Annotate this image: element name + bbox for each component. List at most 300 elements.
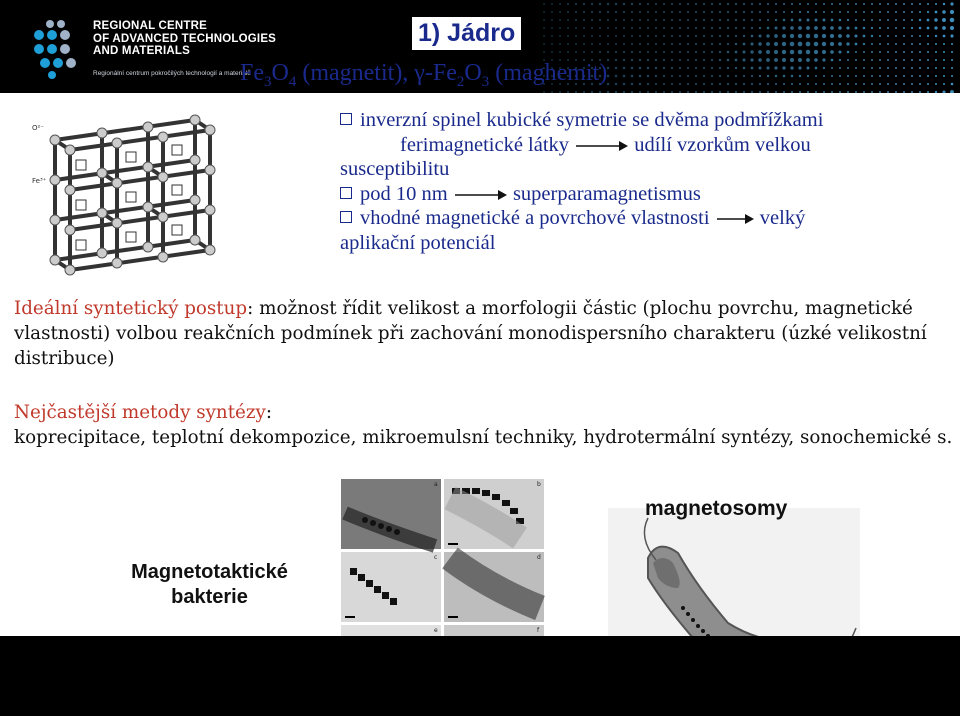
header-dot <box>911 35 913 37</box>
header-dot <box>751 35 754 38</box>
header-dot <box>695 75 697 77</box>
header-dot <box>935 67 937 69</box>
header-dot <box>879 43 881 45</box>
header-dot <box>735 19 737 21</box>
header-dot <box>942 26 946 30</box>
header-dot <box>599 51 601 53</box>
header-dot <box>559 11 561 13</box>
arrow-right-icon <box>715 213 755 225</box>
header-dot <box>615 43 617 45</box>
panel-label-e: e <box>434 627 438 634</box>
header-dot <box>839 83 841 85</box>
header-dot <box>551 51 553 53</box>
header-dot <box>599 11 601 13</box>
header-dot <box>887 19 889 21</box>
header-dot <box>814 26 818 30</box>
header-dot <box>735 35 737 37</box>
header-dot <box>758 58 761 61</box>
header-dot <box>807 83 809 85</box>
header-dot <box>879 83 881 85</box>
header-dot <box>591 91 593 93</box>
spinel-crystal-diagram <box>30 110 230 280</box>
header-dot <box>887 75 889 77</box>
slide-title: 1) Jádro <box>412 17 521 50</box>
header-dot <box>935 43 937 45</box>
header-dot <box>863 59 865 61</box>
header-dot <box>847 83 849 85</box>
header-dot <box>735 91 737 93</box>
header-dot <box>847 19 849 21</box>
logo-icon <box>30 18 88 80</box>
header-dot <box>727 91 729 93</box>
header-dot <box>767 91 769 93</box>
header-dot <box>775 91 777 93</box>
header-dot <box>887 51 889 53</box>
header-dot <box>871 27 873 29</box>
header-dot <box>838 50 841 53</box>
header-dot <box>782 50 786 54</box>
header-dot <box>951 75 953 77</box>
bullet-1: inverzní spinel kubické symetrie se dvěma podmřížkami <box>340 108 940 133</box>
header-dot <box>847 11 849 13</box>
header-dot <box>615 19 617 21</box>
header-dot <box>951 83 954 86</box>
header-dot <box>766 34 769 37</box>
panel-label-a: a <box>434 481 438 488</box>
header-dot <box>711 35 713 37</box>
header-dot <box>671 43 673 45</box>
header-dot <box>639 27 641 29</box>
header-dot <box>806 34 810 38</box>
header-dot <box>759 3 761 5</box>
header-dot <box>863 75 865 77</box>
header-dot <box>647 91 649 93</box>
header-dot <box>727 83 729 85</box>
header-dot <box>767 75 769 77</box>
header-dot <box>575 91 577 93</box>
header-dot <box>551 35 553 37</box>
header-dot <box>551 27 553 29</box>
header-dot <box>735 43 737 45</box>
header-dot <box>735 11 737 13</box>
header-dot <box>791 19 794 22</box>
header-dot <box>559 27 561 29</box>
header-dot <box>711 19 713 21</box>
header-dot <box>559 35 561 37</box>
header-dot <box>807 3 809 5</box>
header-dot <box>887 59 889 61</box>
header-dot <box>871 19 873 21</box>
header-dot <box>671 59 673 61</box>
header-dot <box>695 11 697 13</box>
header-dot <box>631 11 633 13</box>
header-dot <box>727 51 729 53</box>
header-dot <box>599 43 601 45</box>
header-dot <box>791 3 793 5</box>
header-dot <box>679 83 681 85</box>
header-dot <box>743 19 745 21</box>
header-dot <box>847 59 849 61</box>
header-dot <box>543 51 545 53</box>
header-dot <box>839 11 841 13</box>
header-dot <box>679 67 681 69</box>
bullet-3: vhodné magnetické a povrchové vlastnosti velký <box>340 206 940 231</box>
header-dot <box>887 91 889 93</box>
header-dot <box>839 59 841 61</box>
header-dot <box>806 42 811 47</box>
header-dot <box>559 51 561 53</box>
header-dot <box>623 3 625 5</box>
header-dot <box>823 11 825 13</box>
header-dot <box>863 3 865 5</box>
header-dot <box>703 11 705 13</box>
header-dot <box>887 43 889 45</box>
header-dot <box>863 35 866 38</box>
header-dot <box>758 42 761 45</box>
header-dot <box>750 50 753 53</box>
header-dot <box>919 59 921 61</box>
panel-label-c: c <box>434 554 438 561</box>
header-dot <box>583 51 585 53</box>
header-dot <box>911 67 913 69</box>
header-dot <box>719 19 721 21</box>
header-dot <box>935 51 937 53</box>
header-dot <box>655 27 657 29</box>
header-dot <box>615 3 618 6</box>
header-dot <box>774 42 778 46</box>
logo-subtitle: Regionální centrum pokročilých technologií a materiálů <box>93 70 251 77</box>
header-dot <box>575 19 577 21</box>
header-dot <box>647 59 649 61</box>
header-dot <box>871 67 873 69</box>
header-dot <box>919 75 921 77</box>
header-dot <box>583 91 585 93</box>
header-dot <box>775 83 777 85</box>
header-dot <box>823 67 825 69</box>
header-dot <box>631 27 633 29</box>
header-dot <box>559 43 561 45</box>
header-dot <box>846 26 849 29</box>
header-dot <box>815 75 817 77</box>
header-dot <box>743 27 745 29</box>
header-dot <box>583 3 585 5</box>
header-dot <box>895 91 897 93</box>
header-dot <box>711 43 713 45</box>
header-dot <box>671 51 673 53</box>
header-dot <box>846 34 849 37</box>
header-dot <box>767 27 770 30</box>
header-dot <box>583 11 585 13</box>
header-dot <box>703 3 705 5</box>
header-dot <box>879 59 881 61</box>
header-dot <box>839 3 841 5</box>
header-dot <box>927 3 929 5</box>
header-dot <box>950 26 954 30</box>
header-dot <box>927 83 929 85</box>
header-dot <box>647 51 649 53</box>
header-dot <box>719 75 721 77</box>
header-dot <box>911 27 913 29</box>
header-dot <box>639 75 642 78</box>
header-dot <box>663 75 665 77</box>
header-dot <box>895 83 897 85</box>
header-dot <box>759 83 761 85</box>
header-dot <box>543 19 545 21</box>
header-dot <box>799 19 802 22</box>
header-dot <box>887 35 889 37</box>
header-dot <box>871 83 873 85</box>
header-dot <box>639 11 641 13</box>
header-dot <box>623 75 626 78</box>
panel-label-f: f <box>537 627 540 634</box>
header-dot <box>663 27 665 29</box>
header-dot <box>863 51 865 53</box>
header-dot <box>647 67 649 69</box>
header-dot <box>623 27 625 29</box>
header-dot <box>647 3 649 5</box>
header-dot <box>950 10 954 14</box>
header-dot <box>607 43 609 45</box>
header-dot <box>895 51 897 53</box>
header-dot <box>743 11 745 13</box>
header-dot <box>567 27 569 29</box>
header-dot <box>671 3 673 5</box>
header-dot <box>774 34 778 38</box>
header-dot <box>567 43 569 45</box>
header-dot <box>639 67 642 70</box>
header-dot <box>855 11 857 13</box>
header-dot <box>895 59 897 61</box>
header-dot <box>655 59 657 61</box>
header-dot <box>615 67 618 70</box>
header-dot <box>543 43 545 45</box>
header-dot <box>871 11 873 13</box>
header-dot <box>871 3 873 5</box>
header-dot <box>807 19 810 22</box>
header-dot <box>719 43 721 45</box>
header-dot <box>830 50 834 54</box>
header-dot <box>750 58 753 61</box>
header-dot <box>855 91 857 93</box>
header-dot <box>799 3 801 5</box>
header-dot <box>919 51 921 53</box>
header-dot <box>798 42 803 47</box>
header-dot <box>814 34 818 38</box>
header-dot <box>903 59 905 61</box>
header-dot <box>671 27 673 29</box>
header-dot <box>615 11 617 13</box>
header-dot <box>950 90 954 93</box>
header-dot <box>927 59 929 61</box>
header-dot <box>679 35 681 37</box>
header-dot <box>751 75 753 77</box>
header-dot <box>687 67 689 69</box>
header-dot <box>863 27 866 30</box>
header-dot <box>575 51 577 53</box>
header-dot <box>671 83 673 85</box>
header-dot <box>735 51 738 54</box>
header-dot <box>631 43 633 45</box>
header-dot <box>927 51 929 53</box>
header-dot <box>911 19 913 21</box>
header-dot <box>735 67 737 69</box>
header-dot <box>830 42 834 46</box>
header-dot <box>615 35 617 37</box>
header-dot <box>943 75 945 77</box>
header-dot <box>575 11 577 13</box>
header-dot <box>695 51 697 53</box>
logo-line-3: AND MATERIALS <box>93 45 190 57</box>
header-dot <box>711 83 713 85</box>
header-dot <box>895 35 897 37</box>
header-dot <box>831 67 833 69</box>
header-dot <box>727 3 729 5</box>
header-dot <box>879 75 881 77</box>
paragraph-ideal-synthesis: Ideální syntetický postup: možnost řídit velikost a morfologii částic (plochu povrchu, magnetické vlastnosti) volbou reakčních podmínek při zachování monodispersního charakteru (úzké velikostní distribuce) <box>14 298 927 369</box>
header-dot <box>766 66 769 69</box>
header-dot <box>743 59 746 62</box>
header-dot <box>679 59 681 61</box>
header-dot <box>623 11 625 13</box>
header-dot <box>703 35 705 37</box>
header-dot <box>663 91 665 93</box>
header-dot <box>790 34 794 38</box>
header-dot <box>607 35 609 37</box>
header-dot <box>583 19 585 21</box>
header-dot <box>543 35 545 37</box>
header-dot <box>838 34 842 38</box>
header-dot <box>719 35 721 37</box>
header-dot <box>759 75 761 77</box>
header-dot <box>575 27 577 29</box>
header-dot <box>895 75 897 77</box>
header-dot <box>831 83 833 85</box>
header-dot <box>943 67 945 69</box>
header-dot <box>711 3 713 5</box>
header-dot <box>911 43 913 45</box>
header-dot <box>727 11 729 13</box>
header-dot <box>823 83 825 85</box>
header-dot <box>815 11 817 13</box>
header-dot <box>703 27 705 29</box>
header-dot <box>735 3 737 5</box>
logo-line-2: OF ADVANCED TECHNOLOGIES <box>93 32 277 45</box>
header-dot <box>927 19 930 22</box>
header-dot <box>774 58 778 62</box>
header-dot <box>822 50 826 54</box>
header-dot <box>791 75 794 78</box>
header-dot <box>551 43 553 45</box>
header-dot <box>751 91 753 93</box>
header-dot <box>767 3 769 5</box>
header-dot <box>943 83 945 85</box>
header-dot <box>855 51 857 53</box>
header-dot <box>607 19 609 21</box>
header-dot <box>727 43 729 45</box>
header-dot <box>567 19 569 21</box>
header-dot <box>687 43 689 45</box>
header-dot <box>655 51 657 53</box>
header-dot <box>814 42 819 47</box>
header-dot <box>751 3 753 5</box>
header-dot <box>847 51 850 54</box>
header-dot <box>911 83 913 85</box>
header-dot <box>727 59 729 61</box>
header-dot <box>647 27 649 29</box>
header-dot <box>942 18 946 22</box>
header-dot <box>775 75 777 77</box>
header-dot <box>911 11 913 13</box>
header-dot <box>655 91 657 93</box>
header-dot <box>647 11 649 13</box>
header-dot <box>766 50 770 54</box>
header-dot <box>695 67 697 69</box>
footer-bar <box>0 636 960 716</box>
header-dot <box>639 3 641 5</box>
header-dot <box>935 11 938 14</box>
header-dot <box>543 11 545 13</box>
header-dot <box>806 26 810 30</box>
header-dot <box>695 27 697 29</box>
header-dot <box>679 91 681 93</box>
header-dot <box>759 35 762 38</box>
header-dot <box>831 91 833 93</box>
header-dot <box>759 67 762 70</box>
header-dot <box>631 3 633 5</box>
header-dot <box>871 51 873 53</box>
label-o: O²⁻ <box>32 124 45 132</box>
header-dot <box>927 91 929 93</box>
header-dot <box>790 50 795 55</box>
header-dot <box>887 67 889 69</box>
header-dot <box>591 51 593 53</box>
header-dot <box>887 3 889 5</box>
header-dot <box>663 43 665 45</box>
header-dot <box>814 58 818 62</box>
header-dot <box>623 35 625 37</box>
header-dot <box>911 3 913 5</box>
header-dot <box>783 91 785 93</box>
header-dot <box>806 58 810 62</box>
header-dot <box>798 58 802 62</box>
header-dot <box>727 27 729 29</box>
header-dot <box>751 19 753 21</box>
header-dot <box>935 3 937 5</box>
bullet-square-icon <box>340 211 352 223</box>
header-dot <box>687 51 689 53</box>
header-dot <box>903 19 905 21</box>
header-dot <box>615 83 618 86</box>
header-dot <box>655 11 657 13</box>
header-dot <box>879 11 881 13</box>
header-dot <box>727 67 729 69</box>
header-dot <box>935 35 937 37</box>
header-dot <box>830 26 834 30</box>
header-dot <box>639 83 641 85</box>
header-dot <box>631 35 633 37</box>
header-dot <box>719 83 721 85</box>
header-dot <box>831 75 833 77</box>
header-dot <box>631 59 633 61</box>
header-dot <box>711 75 713 77</box>
header-dot <box>951 51 953 53</box>
header-dot <box>855 75 857 77</box>
header-dot <box>719 51 721 53</box>
header-dot <box>871 91 873 93</box>
header-dot <box>847 67 849 69</box>
header-dot <box>591 3 593 5</box>
header-dot <box>591 35 593 37</box>
